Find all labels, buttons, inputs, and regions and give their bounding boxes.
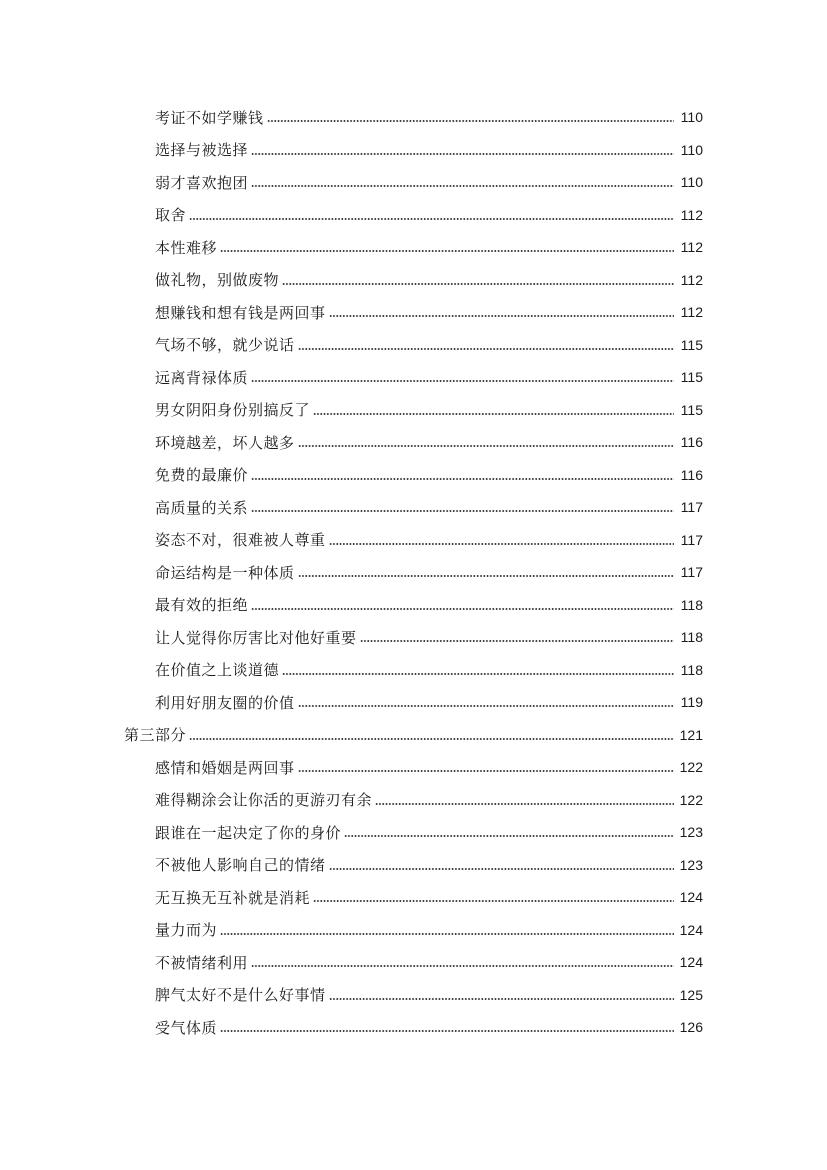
toc-entry-title: 无互换无互补就是消耗 [155,888,311,907]
toc-entry-title: 远离背禄体质 [155,368,249,387]
toc-entry-page: 121 [679,726,703,743]
toc-entry-page: 123 [679,824,703,841]
dot-leader [189,737,674,741]
toc-entry-title: 想赚钱和想有钱是两回事 [155,303,326,322]
table-of-contents [0,101,827,1044]
toc-entry-title: 姿态不对，很难被人尊重 [155,531,326,550]
dot-leader [220,1029,674,1033]
toc-entry[interactable] [0,231,827,264]
toc-entry-title: 感情和婚姻是两回事 [155,758,295,777]
toc-section-entry[interactable] [0,719,827,752]
toc-entry-page: 124 [679,889,703,906]
dot-leader [298,347,674,351]
dot-leader [313,412,674,416]
toc-entry-page: 110 [680,109,703,126]
dot-leader [329,314,674,318]
toc-entry-page: 118 [680,661,703,678]
toc-entry-page: 125 [679,986,703,1003]
toc-entry[interactable] [0,329,827,362]
toc-entry[interactable] [0,654,827,687]
dot-leader [267,119,674,123]
dot-leader [329,542,674,546]
toc-entry-title: 选择与被选择 [155,141,249,160]
toc-entry-title: 难得糊涂会让你活的更游刃有余 [155,791,373,810]
toc-entry-page: 123 [679,856,703,873]
toc-entry-page: 118 [680,596,703,613]
toc-entry-page: 116 [680,434,703,451]
toc-entry[interactable] [0,849,827,882]
dot-leader [298,704,674,708]
toc-entry-title: 不被情绪利用 [155,953,249,972]
toc-entry-page: 110 [680,174,703,191]
toc-entry-page: 112 [680,304,703,321]
toc-entry-page: 124 [679,921,703,938]
toc-entry[interactable] [0,426,827,459]
dot-leader [282,282,674,286]
dot-leader [298,444,674,448]
toc-entry[interactable] [0,914,827,947]
dot-leader [251,964,674,968]
toc-entry-page: 122 [679,791,703,808]
toc-section-title: 第三部分 [124,726,187,745]
dot-leader [313,899,674,903]
toc-entry-page: 115 [680,401,703,418]
toc-entry[interactable] [0,979,827,1012]
dot-leader [298,769,674,773]
toc-entry-title: 免费的最廉价 [155,466,249,485]
dot-leader [251,379,674,383]
toc-entry[interactable] [0,394,827,427]
toc-entry-title: 在价值之上谈道德 [155,661,280,680]
toc-entry-title: 高质量的关系 [155,498,249,517]
toc-entry[interactable] [0,166,827,199]
dot-leader [220,932,674,936]
toc-entry-page: 119 [680,694,703,711]
toc-entry-title: 最有效的拒绝 [155,596,249,615]
toc-entry[interactable] [0,1011,827,1044]
toc-entry-title: 环境越差，坏人越多 [155,433,295,452]
dot-leader [220,249,674,253]
dot-leader [251,184,674,188]
toc-entry[interactable] [0,816,827,849]
toc-entry[interactable] [0,524,827,557]
toc-entry-page: 118 [680,629,703,646]
toc-entry[interactable] [0,199,827,232]
dot-leader [375,802,674,806]
toc-entry[interactable] [0,556,827,589]
toc-entry-title: 考证不如学赚钱 [155,108,264,127]
toc-entry-title: 让人觉得你厉害比对他好重要 [155,628,357,647]
toc-entry-title: 弱才喜欢抱团 [155,173,249,192]
toc-entry-title: 命运结构是一种体质 [155,563,295,582]
toc-entry-page: 112 [680,271,703,288]
toc-entry-title: 利用好朋友圈的价值 [155,693,295,712]
toc-entry-page: 112 [680,239,703,256]
dot-leader [329,997,674,1001]
dot-leader [189,217,674,221]
toc-entry-title: 跟谁在一起决定了你的身价 [155,823,342,842]
toc-entry-page: 115 [680,369,703,386]
toc-entry-page: 115 [680,336,703,353]
toc-entry[interactable] [0,881,827,914]
toc-entry-page: 112 [680,206,703,223]
dot-leader [298,574,674,578]
toc-entry-title: 气场不够，就少说话 [155,336,295,355]
toc-entry-title: 量力而为 [155,921,218,940]
toc-entry-title: 不被他人影响自己的情绪 [155,856,326,875]
toc-entry-page: 126 [679,1019,703,1036]
dot-leader [251,509,674,513]
toc-entry[interactable] [0,491,827,524]
toc-entry[interactable] [0,589,827,622]
toc-entry-title: 脾气太好不是什么好事情 [155,986,326,1005]
toc-entry-page: 117 [680,499,703,516]
toc-entry-page: 124 [679,954,703,971]
dot-leader [329,867,674,871]
toc-entry-page: 117 [680,564,703,581]
toc-entry-title: 本性难移 [155,238,218,257]
toc-entry[interactable] [0,101,827,134]
toc-entry[interactable] [0,134,827,167]
toc-entry[interactable] [0,621,827,654]
dot-leader [251,477,674,481]
toc-entry-page: 110 [680,141,703,158]
dot-leader [282,672,674,676]
dot-leader [251,152,674,156]
toc-entry[interactable] [0,264,827,297]
toc-entry-page: 117 [680,531,703,548]
toc-entry-title: 男女阴阳身份别搞反了 [155,401,311,420]
dot-leader [360,639,674,643]
toc-entry[interactable] [0,361,827,394]
toc-entry-title: 受气体质 [155,1018,218,1037]
toc-entry[interactable] [0,784,827,817]
toc-entry-page: 116 [680,466,703,483]
toc-entry[interactable] [0,751,827,784]
toc-entry-title: 做礼物，别做废物 [155,271,280,290]
toc-entry-page: 122 [679,759,703,776]
dot-leader [251,607,674,611]
toc-entry[interactable] [0,686,827,719]
toc-entry-title: 取舍 [155,206,187,225]
toc-entry[interactable] [0,946,827,979]
toc-entry[interactable] [0,459,827,492]
dot-leader [344,834,674,838]
toc-entry[interactable] [0,296,827,329]
